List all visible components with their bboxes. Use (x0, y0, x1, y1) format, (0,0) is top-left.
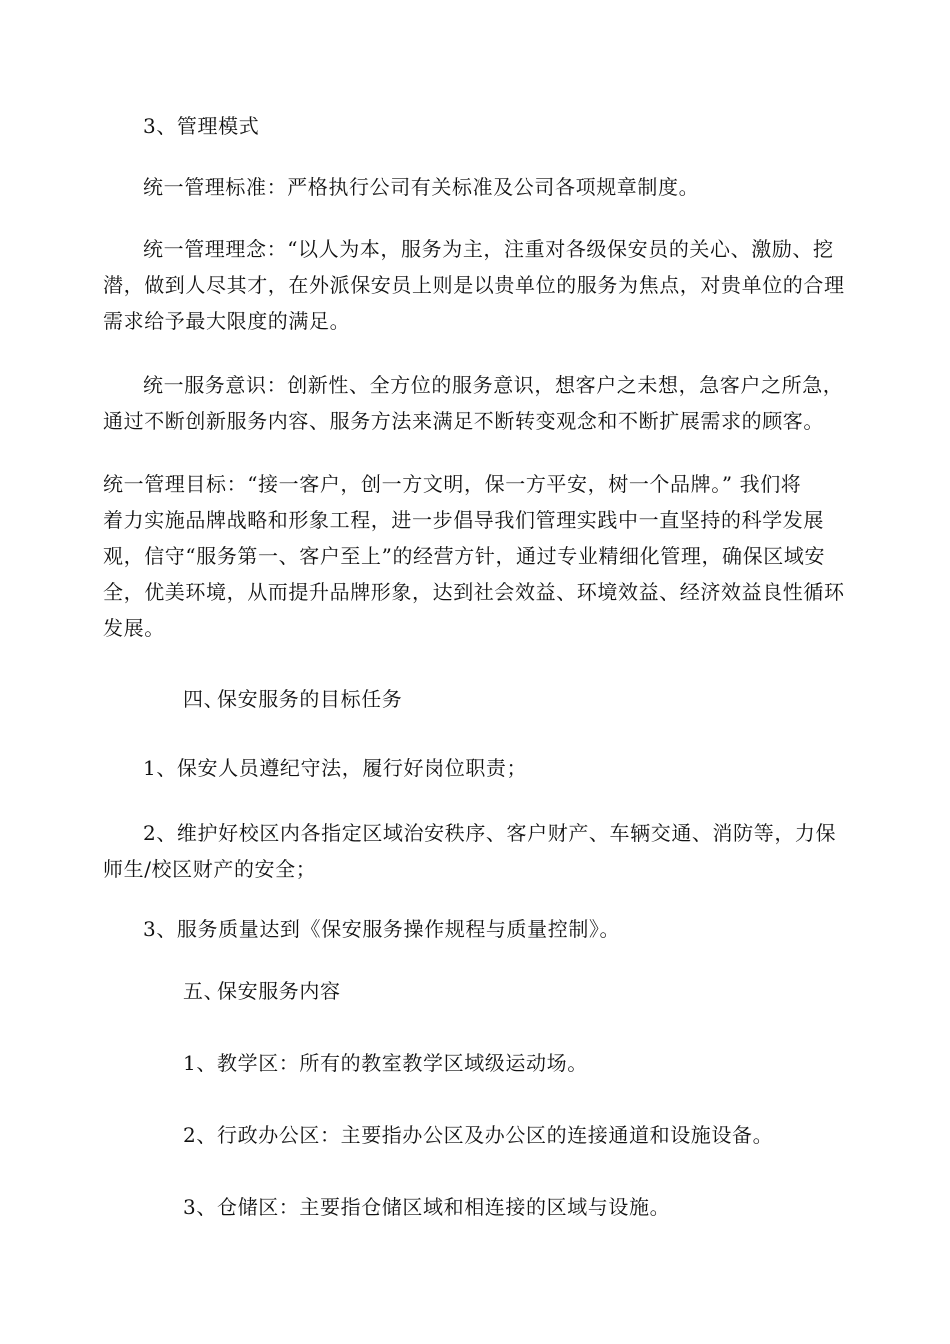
service-line-1: 统一服务意识：创新性、全方位的服务意识，想客户之未想，急客户之所急， (143, 373, 844, 397)
task-1: 1、保安人员遵纪守法，履行好岗位职责； (143, 756, 528, 780)
concept-line-3: 需求给予最大限度的满足。 (103, 309, 351, 333)
paragraph-management-goal (103, 466, 849, 646)
section-4-number: 四、 (183, 687, 225, 711)
content-item-2 (103, 1117, 849, 1153)
section-5-number: 五、 (183, 979, 225, 1003)
content-item-3-text: 仓储区：主要指仓储区域和相连接的区域与设施。 (217, 1195, 671, 1219)
goal-line-1: 统一管理目标：“接一客户，创一方文明，保一方平安，树一个品牌。” 我们将 (103, 472, 802, 496)
content-item-3 (103, 1189, 849, 1225)
content-item-1-text: 教学区：所有的教室教学区域级运动场。 (217, 1051, 588, 1075)
content-item-3-number: 3、 (183, 1195, 217, 1219)
content-item-1-number: 1、 (183, 1051, 217, 1075)
task-2 (103, 815, 849, 887)
paragraph-management-concept (103, 231, 849, 339)
concept-line-1: 统一管理理念：“以人为本，服务为主，注重对各级保安员的关心、激励、挖 (143, 237, 834, 261)
paragraph-management-standard: 统一管理标准：严格执行公司有关标准及公司各项规章制度。 (143, 175, 700, 199)
section-5-title: 保安服务内容 (217, 979, 341, 1003)
section-5-heading (103, 973, 849, 1009)
section-4-heading (103, 681, 849, 717)
content-item-2-number: 2、 (183, 1123, 217, 1147)
task-2-line-2: 师生/校区财产的安全； (103, 857, 317, 881)
goal-line-3: 观，信守“服务第一、客户至上”的经营方针，通过专业精细化管理，确保区域安 (103, 544, 826, 568)
goal-line-5: 发展。 (103, 616, 165, 640)
service-line-2: 通过不断创新服务内容、服务方法来满足不断转变观念和不断扩展需求的顾客。 (103, 409, 824, 433)
heading-management-mode: 3、管理模式 (143, 114, 260, 138)
section-4-title: 保安服务的目标任务 (217, 687, 403, 711)
goal-line-2: 着力实施品牌战略和形象工程，进一步倡导我们管理实践中一直坚持的科学发展 (103, 508, 824, 532)
task-2-line-1: 2、维护好校区内各指定区域治安秩序、客户财产、车辆交通、消防等，力保 (143, 821, 837, 845)
goal-line-4: 全，优美环境，从而提升品牌形象，达到社会效益、环境效益、经济效益良性循环 (103, 580, 845, 604)
content-item-1 (103, 1045, 849, 1081)
task-3: 3、服务质量达到《保安服务操作规程与质量控制》。 (143, 917, 621, 941)
content-item-2-text: 行政办公区：主要指办公区及办公区的连接通道和设施设备。 (217, 1123, 774, 1147)
concept-line-2: 潜，做到人尽其才，在外派保安员上则是以贵单位的服务为焦点，对贵单位的合理 (103, 273, 845, 297)
paragraph-service-awareness (103, 367, 849, 439)
